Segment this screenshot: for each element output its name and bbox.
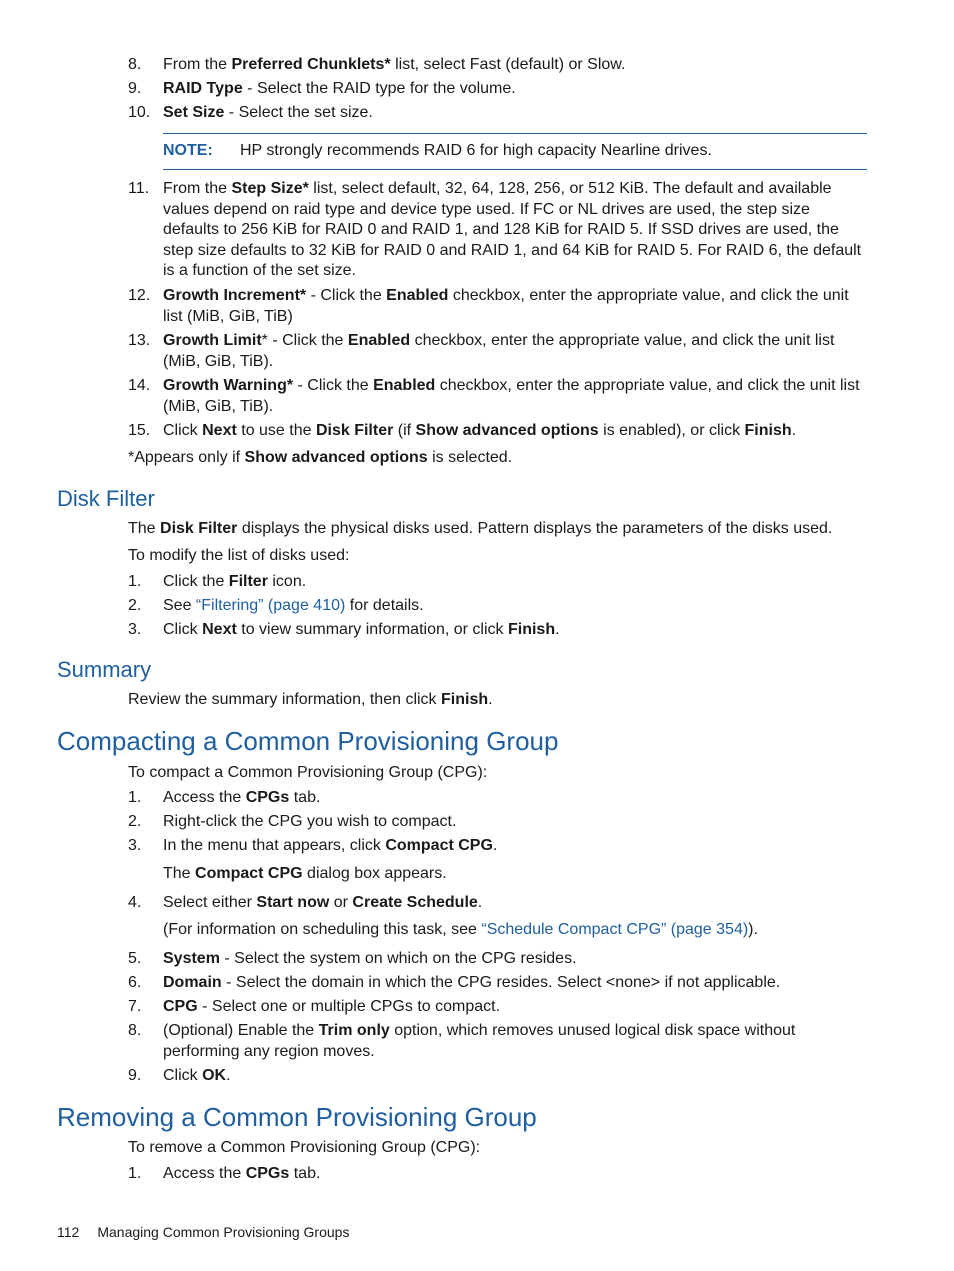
bold-term: Start now (256, 894, 330, 911)
paragraph: To modify the list of disks used: (128, 547, 350, 564)
step-number: 7. (128, 998, 142, 1015)
bold-term: Disk Filter (160, 520, 238, 537)
step-text: Growth Limit* - Click the Enabled checkbox, enter the appropriate value, and click the unit list (MiB, GiB, TiB). (163, 332, 835, 370)
bold-term: Preferred Chunklets* (231, 56, 391, 73)
note-text: HP strongly recommends RAID 6 for high capacity Nearline drives. (240, 142, 712, 159)
step-number: 14. (128, 377, 151, 394)
step-subtext: The Compact CPG dialog box appears. (163, 865, 447, 882)
step-number: 12. (128, 287, 151, 304)
step-number: 2. (128, 597, 142, 614)
step-text: Click the Filter icon. (163, 573, 307, 590)
bold-term: Growth Increment* (163, 287, 307, 304)
step-number: 2. (128, 813, 142, 830)
step-text: Right-click the CPG you wish to compact. (163, 813, 457, 830)
step-number: 8. (128, 1022, 142, 1039)
step-number: 1. (128, 1165, 142, 1182)
bold-term: RAID Type (163, 80, 243, 97)
footer-title: Managing Common Provisioning Groups (97, 1224, 350, 1240)
bold-term: CPGs (245, 789, 290, 806)
step-text: From the Preferred Chunklets* list, select Fast (default) or Slow. (163, 56, 626, 73)
footnote-text: *Appears only if Show advanced options is selected. (128, 449, 513, 466)
step-number: 10. (128, 104, 151, 121)
bold-term: OK (202, 1067, 227, 1084)
bold-term: CPGs (245, 1165, 290, 1182)
step-text: Growth Warning* - Click the Enabled checkbox, enter the appropriate value, and click the unit list (MiB, GiB, TiB). (163, 377, 860, 415)
paragraph: Review the summary information, then click Finish. (128, 691, 493, 708)
page-number: 112 (57, 1224, 80, 1240)
bold-term: Show advanced options (415, 422, 599, 439)
cross-reference-link[interactable]: “Schedule Compact CPG” (page 354) (481, 921, 749, 938)
step-number: 3. (128, 621, 142, 638)
step-text: RAID Type - Select the RAID type for the volume. (163, 80, 516, 97)
note-label: NOTE: (163, 142, 213, 159)
bold-term: Step Size* (231, 180, 309, 197)
step-text: CPG - Select one or multiple CPGs to compact. (163, 998, 501, 1015)
step-text: Click Next to use the Disk Filter (if Show advanced options is enabled), or click Finish. (163, 422, 797, 439)
bold-term: Domain (163, 974, 222, 991)
bold-term: Compact CPG (385, 837, 493, 854)
paragraph: To remove a Common Provisioning Group (CPG): (128, 1139, 481, 1156)
bold-term: Next (202, 621, 237, 638)
section-heading: Summary (57, 657, 152, 682)
paragraph: To compact a Common Provisioning Group (CPG): (128, 764, 488, 781)
step-text: Access the CPGs tab. (163, 1165, 321, 1182)
bold-term: Growth Warning* (163, 377, 294, 394)
cross-reference-link[interactable]: “Filtering” (page 410) (195, 597, 346, 614)
bold-term: Next (202, 422, 237, 439)
step-number: 1. (128, 789, 142, 806)
step-number: 1. (128, 573, 142, 590)
bold-term: System (163, 950, 220, 967)
chapter-heading: Compacting a Common Provisioning Group (57, 726, 559, 756)
bold-term: Disk Filter (315, 422, 394, 439)
step-text: Click OK. (163, 1067, 231, 1084)
step-number: 11. (128, 180, 150, 197)
step-text: Click Next to view summary information, or click Finish. (163, 621, 560, 638)
step-text: Select either Start now or Create Schedule. (163, 894, 483, 911)
bold-term: CPG (163, 998, 198, 1015)
step-text: Access the CPGs tab. (163, 789, 321, 806)
step-text: (Optional) Enable the Trim only option, which removes unused logical disk space without performing any region moves. (163, 1022, 796, 1060)
bold-term: Finish (507, 621, 556, 638)
paragraph: The Disk Filter displays the physical disks used. Pattern displays the parameters of the disks used. (128, 520, 833, 537)
step-number: 15. (128, 422, 151, 439)
step-number: 8. (128, 56, 142, 73)
step-text: From the Step Size* list, select default, 32, 64, 128, 256, or 512 KiB. The default and available values depend on raid type and device type used. If FC or NL drives are used, the step size defaults to 256 KiB for RAID 0 and RAID 1, and 128 KiB for RAID 5. If SSD drives are used, the step size defaults to 32 KiB for RAID 0 and RAID 1, and 64 KiB for RAID 5. For RAID 6, the default is a function of the set size. (163, 180, 862, 279)
bold-term: Enabled (373, 377, 436, 394)
bold-term: Set Size (163, 104, 225, 121)
bold-term: Trim only (318, 1022, 390, 1039)
step-text: System - Select the system on which on the CPG resides. (163, 950, 577, 967)
step-number: 9. (128, 1067, 142, 1084)
step-text: In the menu that appears, click Compact CPG. (163, 837, 498, 854)
bold-term: Finish (441, 691, 489, 708)
bold-term: Finish (744, 422, 792, 439)
step-number: 4. (128, 894, 142, 911)
step-number: 6. (128, 974, 142, 991)
bold-term: Show advanced options (244, 449, 428, 466)
step-subtext: (For information on scheduling this task, see “Schedule Compact CPG” (page 354)). (163, 921, 758, 938)
step-number: 5. (128, 950, 142, 967)
bold-term: Enabled (386, 287, 449, 304)
bold-term: Create Schedule (352, 894, 478, 911)
step-text: See “Filtering” (page 410) for details. (163, 597, 424, 614)
step-number: 3. (128, 837, 142, 854)
section-heading: Disk Filter (57, 486, 155, 511)
step-text: Domain - Select the domain in which the CPG resides. Select <none> if not applicable. (163, 974, 781, 991)
bold-term: Enabled (347, 332, 411, 349)
step-text: Growth Increment* - Click the Enabled checkbox, enter the appropriate value, and click the unit list (MiB, GiB, TiB) (163, 287, 849, 325)
step-number: 9. (128, 80, 142, 97)
chapter-heading: Removing a Common Provisioning Group (57, 1102, 537, 1132)
bold-term: Compact CPG (195, 865, 303, 882)
step-text: Set Size - Select the set size. (163, 104, 373, 121)
bold-term: Growth Limit (163, 332, 262, 349)
bold-term: Filter (228, 573, 268, 590)
step-number: 13. (128, 332, 151, 349)
note-box (163, 133, 867, 170)
page-footer (57, 1223, 349, 1241)
